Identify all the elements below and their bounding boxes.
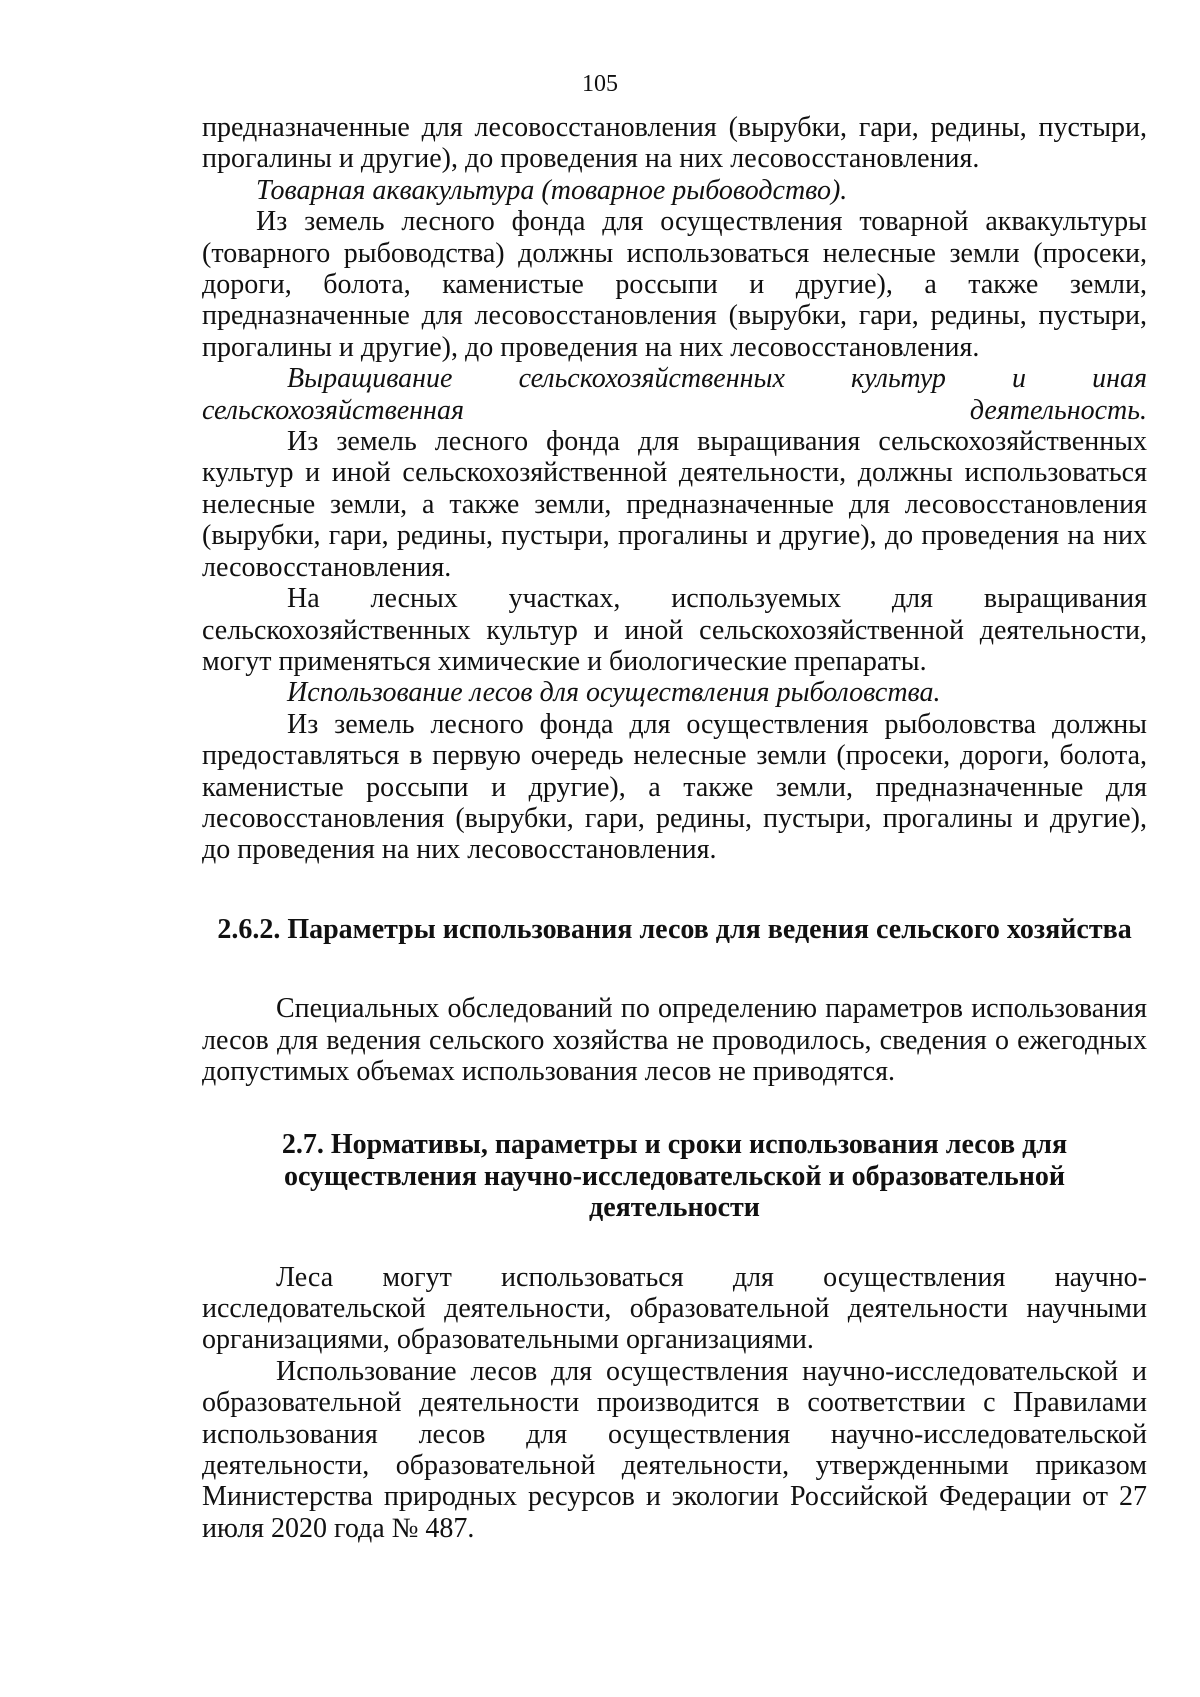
paragraph-aquaculture: Из земель лесного фонда для осуществления товарной аквакультуры (товарного рыбоводства) должны использоваться нелесные земли (просеки, дороги, болота, каменистые россыпи и другие), а также земли, предназначенные для лесовосстановления (вырубки, гари, редины, пустыри, прогалины и другие), до проведения на них лесовосстановления. <box>202 206 1147 363</box>
page-number: 105 <box>582 71 618 97</box>
paragraph-continuation: предназначенные для лесовосстановления (вырубки, гари, редины, пустыри, прогалины и другие), до проведения на них лесовосстановления. <box>202 112 1147 175</box>
subheading-fishing: Использование лесов для осуществления рыболовства. <box>287 677 941 709</box>
paragraph-2-7-rules: Использование лесов для осуществления научно-исследовательской и образовательной деятельности производится в соответствии с Правилами использования лесов для осуществления научно-исследовательской деятельности, образовательной деятельности, утвержденными приказом Министерства природных ресурсов и экологии Российской Федерации от 27 июля 2020 года № 487. <box>202 1355 1147 1544</box>
paragraph-fishing: Из земель лесного фонда для осуществления рыболовства должны предоставляться в первую очередь нелесные земли (просеки, дороги, болота, каменистые россыпи и другие), а также земли, предназначенные для лесовосстановления (вырубки, гари, редины, пустыри, прогалины и другие), до проведения на них лесовосстановления. <box>202 708 1147 866</box>
section-heading-2-6-2: 2.6.2. Параметры использования лесов для ведения сельского хозяйства <box>217 913 1132 945</box>
paragraph-2-7-forests: Леса могут использоваться для осуществления научно-исследовательской деятельности, образовательной деятельности научными организациями, образовательными организациями. <box>202 1261 1147 1356</box>
subheading-aquaculture: Товарная аквакультура (товарное рыбоводство). <box>256 174 848 206</box>
subheading-agriculture: Выращивание сельскохозяйственных культур и иная сельскохозяйственная деятельность. <box>202 363 1147 426</box>
paragraph-2-6-2: Специальных обследований по определению параметров использования лесов для ведения сельского хозяйства не проводилось, сведения о ежегодных допустимых объемах использования лесов не приводятся. <box>202 993 1147 1087</box>
paragraph-agriculture: Из земель лесного фонда для выращивания сельскохозяйственных культур и иной сельскохозяйственной деятельности, должны использоваться нелесные земли, а также земли, предназначенные для лесовосстановления (вырубки, гари, редины, пустыри, прогалины и другие), до проведения на них лесовосстановления. <box>202 426 1147 583</box>
paragraph-chemicals: На лесных участках, используемых для выращивания сельскохозяйственных культур и иной сельскохозяйственной деятельности, могут применяться химические и биологические препараты. <box>202 583 1147 677</box>
section-heading-2-7: 2.7. Нормативы, параметры и сроки использования лесов для осуществления научно-исследовательской и образовательной деятельности <box>281 1129 1068 1224</box>
document-body <box>202 112 1147 1544</box>
